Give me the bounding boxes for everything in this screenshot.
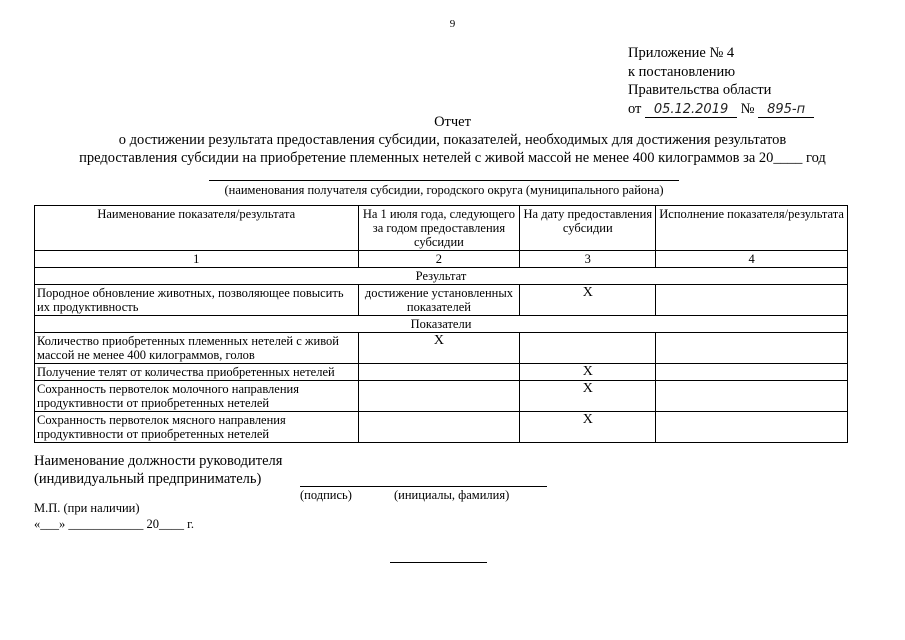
column-number: 1: [35, 251, 359, 268]
table-row: [35, 381, 848, 412]
indicator-col2: X: [358, 333, 520, 364]
resolution-date: 05.12.2019: [645, 103, 737, 118]
indicator-col2: [358, 381, 520, 412]
stamp-block: [34, 500, 194, 532]
appendix-block: [628, 44, 814, 118]
resolution-number: 895-п: [758, 103, 814, 118]
result-col3: X: [520, 285, 656, 316]
result-name: Породное обновление животных, позволяющее повысить их продуктивность: [35, 285, 359, 316]
date-prefix: от: [628, 100, 642, 117]
appendix-resolution: к постановлению: [628, 63, 736, 80]
appendix-government: Правительства области: [628, 82, 772, 98]
indicator-col3: X: [520, 412, 656, 443]
stamp-label: М.П. (при наличии): [34, 501, 140, 515]
appendix-title: Приложение № 4: [628, 45, 735, 61]
column-number: 2: [358, 251, 520, 268]
page-number: 9: [449, 18, 456, 30]
result-col4: [656, 285, 848, 316]
column-number: 4: [656, 251, 848, 268]
indicator-col4: [656, 381, 848, 412]
header-july: На 1 июля года, следующего за годом предоставления субсидии: [358, 206, 520, 251]
signature-underline: [300, 486, 547, 487]
indicator-name: Сохранность первотелок молочного направления продуктивности от приобретенных нетелей: [35, 381, 359, 412]
table-row: [35, 364, 848, 381]
table-row: [35, 412, 848, 443]
report-heading: Отчет: [434, 114, 471, 130]
number-prefix: №: [740, 100, 755, 117]
manager-subtitle: (индивидуальный предприниматель): [34, 471, 262, 487]
indicator-col3: [520, 333, 656, 364]
recipient-underline: [209, 180, 679, 181]
report-subtitle-line1: о достижении результата предоставления субсидии, показателей, необходимых для достижения результатов: [118, 132, 787, 148]
indicator-col3: X: [520, 364, 656, 381]
indicator-name: Количество приобретенных племенных нетелей с живой массой не менее 400 килограммов, голов: [35, 333, 359, 364]
report-subtitle-line2: предоставления субсидии на приобретение племенных нетелей с живой массой не менее 400 килограммов за 20____ год: [79, 150, 826, 166]
recipient-caption: (наименования получателя субсидии, городского округа (муниципального района): [224, 183, 664, 197]
report-table: [34, 205, 848, 443]
indicator-name: Получение телят от количества приобретенных нетелей: [35, 364, 359, 381]
indicator-col2: [358, 364, 520, 381]
table-row: [35, 285, 848, 316]
initials-caption: (инициалы, фамилия): [394, 488, 510, 502]
column-number: 3: [520, 251, 656, 268]
section-result: Результат: [35, 268, 848, 285]
indicator-col4: [656, 364, 848, 381]
header-execution: Исполнение показателя/результата: [656, 206, 848, 251]
manager-title: Наименование должности руководителя: [34, 453, 283, 469]
table-header-row: [35, 206, 848, 251]
footer-divider: [390, 562, 487, 563]
manager-block: [34, 452, 282, 488]
indicator-col2: [358, 412, 520, 443]
indicator-name: Сохранность первотелок мясного направления продуктивности от приобретенных нетелей: [35, 412, 359, 443]
signature-caption: (подпись): [300, 488, 352, 502]
table-row: [35, 333, 848, 364]
section-indicators: Показатели: [35, 316, 848, 333]
indicator-col4: [656, 412, 848, 443]
header-indicator-name: Наименование показателя/результата: [35, 206, 359, 251]
header-subsidy-date: На дату предоставления субсидии: [520, 206, 656, 251]
section-result-row: [35, 268, 848, 285]
indicator-col4: [656, 333, 848, 364]
section-indicators-row: [35, 316, 848, 333]
table-numbering-row: [35, 251, 848, 268]
stamp-date-line: «___» ____________ 20____ г.: [34, 517, 194, 531]
indicator-col3: X: [520, 381, 656, 412]
result-col2: достижение установленных показателей: [358, 285, 520, 316]
